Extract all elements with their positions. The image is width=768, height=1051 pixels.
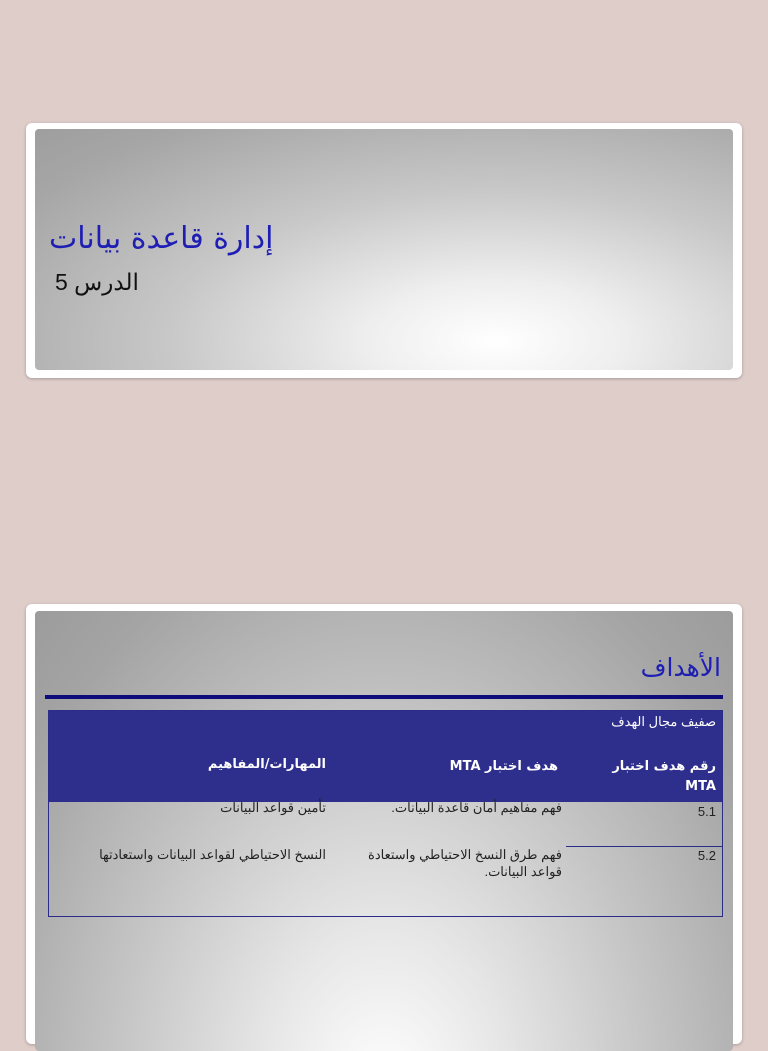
- header-objective-number: رقم هدف اختبار MTA: [612, 759, 716, 794]
- objectives-slide: [26, 604, 742, 1044]
- objectives-title: الأهداف: [640, 653, 721, 682]
- table-caption: صفيف مجال الهدف: [611, 714, 716, 729]
- objectives-slide-background: [35, 611, 733, 1051]
- title-divider: [45, 695, 723, 699]
- row2-skill: النسخ الاحتياطي لقواعد البيانات واستعادتها: [99, 847, 326, 862]
- row1-objective: فهم مفاهيم أمان قاعدة البيانات.: [391, 800, 562, 815]
- row2-objective: فهم طرق النسخ الاحتياطي واستعادة قواعد البيانات.: [368, 847, 562, 879]
- title-slide: [26, 123, 742, 378]
- row2-number: 5.2: [697, 848, 716, 863]
- row1-number: 5.1: [697, 804, 716, 819]
- row1-skill: تأمين قواعد البيانات: [220, 800, 326, 815]
- header-objective: هدف اختبار MTA: [449, 759, 558, 774]
- slide-title: إدارة قاعدة بيانات: [49, 221, 274, 256]
- title-slide-background: [35, 129, 733, 370]
- table-header: [49, 711, 722, 802]
- objectives-table: [48, 710, 723, 917]
- slide-subtitle: الدرس 5: [55, 269, 139, 295]
- header-skills: المهارات/المفاهيم: [207, 757, 326, 772]
